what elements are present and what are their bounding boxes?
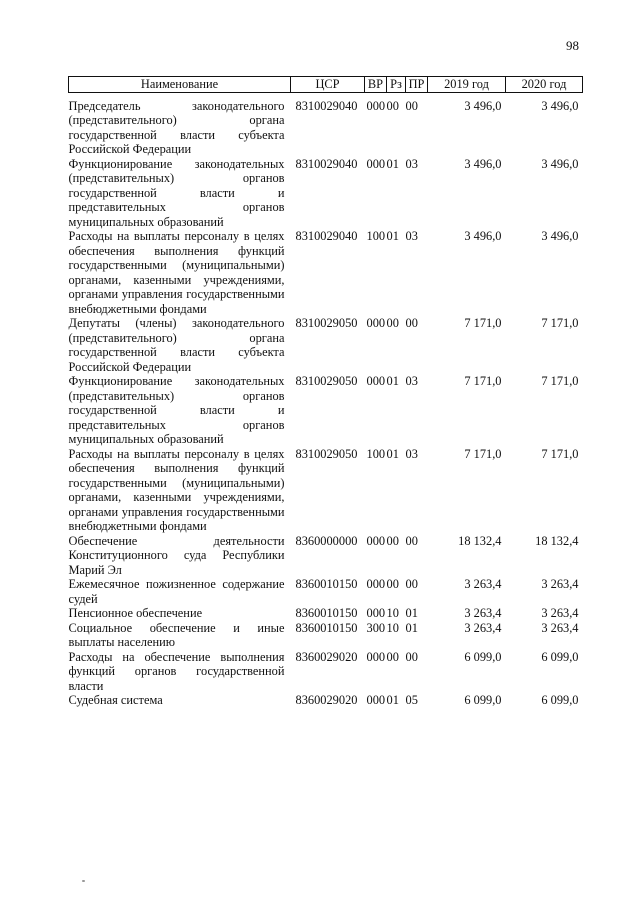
row-2019: 3 263,4 xyxy=(464,620,502,635)
row-rz: 00 xyxy=(386,533,399,548)
row-vr: 000 xyxy=(366,316,386,330)
row-csr: 8310029050 xyxy=(295,316,358,330)
row-pr: 01 xyxy=(405,606,418,620)
row-pr: 00 xyxy=(405,649,418,664)
row-2020: 3 263,4 xyxy=(541,620,579,635)
table-row xyxy=(69,229,583,316)
row-name: Председатель законодательного (представительного) органа государственной власти субъекта Российской Федерации xyxy=(68,98,285,156)
row-2019: 7 171,0 xyxy=(464,446,502,461)
row-vr: 000 xyxy=(366,649,386,664)
row-2019: 6 099,0 xyxy=(464,693,502,707)
row-name: Расходы на выплаты персоналу в целях обеспечения выполнения функций государственными (муниципальными) органами, казенными учреждениями, органами управления государственными внебюджетными фондами xyxy=(68,229,285,316)
row-2019: 18 132,4 xyxy=(458,533,502,548)
header-2020: 2020 год xyxy=(506,77,583,93)
table-header-row xyxy=(69,77,583,93)
row-pr: 03 xyxy=(405,156,418,171)
row-rz: 01 xyxy=(386,446,399,461)
row-rz: 00 xyxy=(386,577,399,591)
row-rz: 01 xyxy=(386,156,399,171)
table-row xyxy=(69,157,583,230)
header-pr: ПР xyxy=(406,77,428,93)
budget-table xyxy=(68,76,583,708)
row-2019: 3 496,0 xyxy=(464,156,502,171)
row-rz: 10 xyxy=(386,606,399,620)
row-name: Функционирование законодательных (представительных) органов государственной власти и представительных органов муниципальных образований xyxy=(68,156,285,229)
row-rz: 01 xyxy=(386,374,399,388)
header-2019: 2019 год xyxy=(428,77,506,93)
row-2019: 6 099,0 xyxy=(464,649,502,664)
row-csr: 8310029040 xyxy=(295,229,358,243)
row-vr: 000 xyxy=(366,577,386,591)
row-rz: 00 xyxy=(386,316,399,330)
row-name: Депутаты (члены) законодательного (представительного) органа государственной власти субъекта Российской Федерации xyxy=(68,316,285,374)
table-row xyxy=(69,693,583,708)
row-name: Функционирование законодательных (представительных) органов государственной власти и представительных органов муниципальных образований xyxy=(68,374,285,446)
row-csr: 8360010150 xyxy=(295,606,358,620)
row-2020: 18 132,4 xyxy=(535,533,579,548)
table-row xyxy=(69,650,583,694)
row-2020: 3 496,0 xyxy=(541,98,579,113)
row-csr: 8360029020 xyxy=(295,693,358,707)
row-rz: 01 xyxy=(386,693,399,707)
row-csr: 8360010150 xyxy=(295,620,358,635)
header-vr: ВР xyxy=(365,77,387,93)
row-2019: 3 263,4 xyxy=(464,577,502,591)
row-name: Ежемесячное пожизненное содержание судей xyxy=(68,577,285,606)
row-csr: 8310029040 xyxy=(295,156,358,171)
scan-speck xyxy=(82,880,85,882)
row-vr: 000 xyxy=(366,98,386,113)
header-csr: ЦСР xyxy=(291,77,365,93)
row-vr: 000 xyxy=(366,606,386,620)
table-row xyxy=(69,606,583,621)
row-rz: 10 xyxy=(386,620,399,635)
row-vr: 000 xyxy=(366,374,386,388)
header-rz: Рз xyxy=(387,77,406,93)
row-name: Социальное обеспечение и иные выплаты населению xyxy=(68,620,285,649)
row-vr: 000 xyxy=(366,533,386,548)
row-pr: 00 xyxy=(405,98,418,113)
row-2020: 3 496,0 xyxy=(541,156,579,171)
row-2019: 7 171,0 xyxy=(464,316,502,330)
row-2020: 7 171,0 xyxy=(541,374,579,388)
table-row xyxy=(69,316,583,374)
row-csr: 8310029040 xyxy=(295,98,358,113)
row-name: Пенсионное обеспечение xyxy=(68,606,203,620)
row-2020: 3 496,0 xyxy=(541,229,579,243)
row-pr: 05 xyxy=(405,693,418,707)
row-2019: 7 171,0 xyxy=(464,374,502,388)
row-rz: 00 xyxy=(386,649,399,664)
row-2019: 3 496,0 xyxy=(464,229,502,243)
row-pr: 03 xyxy=(405,229,418,243)
row-csr: 8310029050 xyxy=(295,446,358,461)
row-vr: 100 xyxy=(366,446,386,461)
row-csr: 8360000000 xyxy=(295,533,358,548)
row-pr: 01 xyxy=(405,620,418,635)
row-pr: 03 xyxy=(405,374,418,388)
header-name: Наименование xyxy=(69,77,291,93)
row-vr: 100 xyxy=(366,229,386,243)
table-row xyxy=(69,621,583,650)
row-name: Судебная система xyxy=(68,693,163,707)
row-name: Расходы на обеспечение выполнения функций органов государственной власти xyxy=(68,649,285,693)
table-row xyxy=(69,374,583,447)
row-csr: 8310029050 xyxy=(295,374,358,388)
row-2020: 7 171,0 xyxy=(541,446,579,461)
row-pr: 03 xyxy=(405,446,418,461)
row-2019: 3 263,4 xyxy=(464,606,502,620)
row-rz: 01 xyxy=(386,229,399,243)
row-name: Обеспечение деятельности Конституционного суда Республики Марий Эл xyxy=(68,533,285,577)
row-rz: 00 xyxy=(386,98,399,113)
table-row xyxy=(69,447,583,534)
row-csr: 8360010150 xyxy=(295,577,358,591)
row-2020: 6 099,0 xyxy=(541,693,579,707)
page-number: 98 xyxy=(566,38,579,53)
table-row xyxy=(69,577,583,606)
row-2019: 3 496,0 xyxy=(464,98,502,113)
row-vr: 000 xyxy=(366,156,386,171)
row-2020: 7 171,0 xyxy=(541,316,579,330)
row-pr: 00 xyxy=(405,533,418,548)
table-row xyxy=(69,534,583,578)
row-pr: 00 xyxy=(405,316,418,330)
row-2020: 3 263,4 xyxy=(541,577,579,591)
row-2020: 6 099,0 xyxy=(541,649,579,664)
row-vr: 300 xyxy=(366,620,386,635)
row-vr: 000 xyxy=(366,693,386,707)
row-pr: 00 xyxy=(405,577,418,591)
row-2020: 3 263,4 xyxy=(541,606,579,620)
table-row xyxy=(69,92,583,157)
row-csr: 8360029020 xyxy=(295,649,358,664)
row-name: Расходы на выплаты персоналу в целях обеспечения выполнения функций государственными (муниципальными) органами, казенными учреждениями, органами управления государственными внебюджетными фондами xyxy=(68,446,285,533)
